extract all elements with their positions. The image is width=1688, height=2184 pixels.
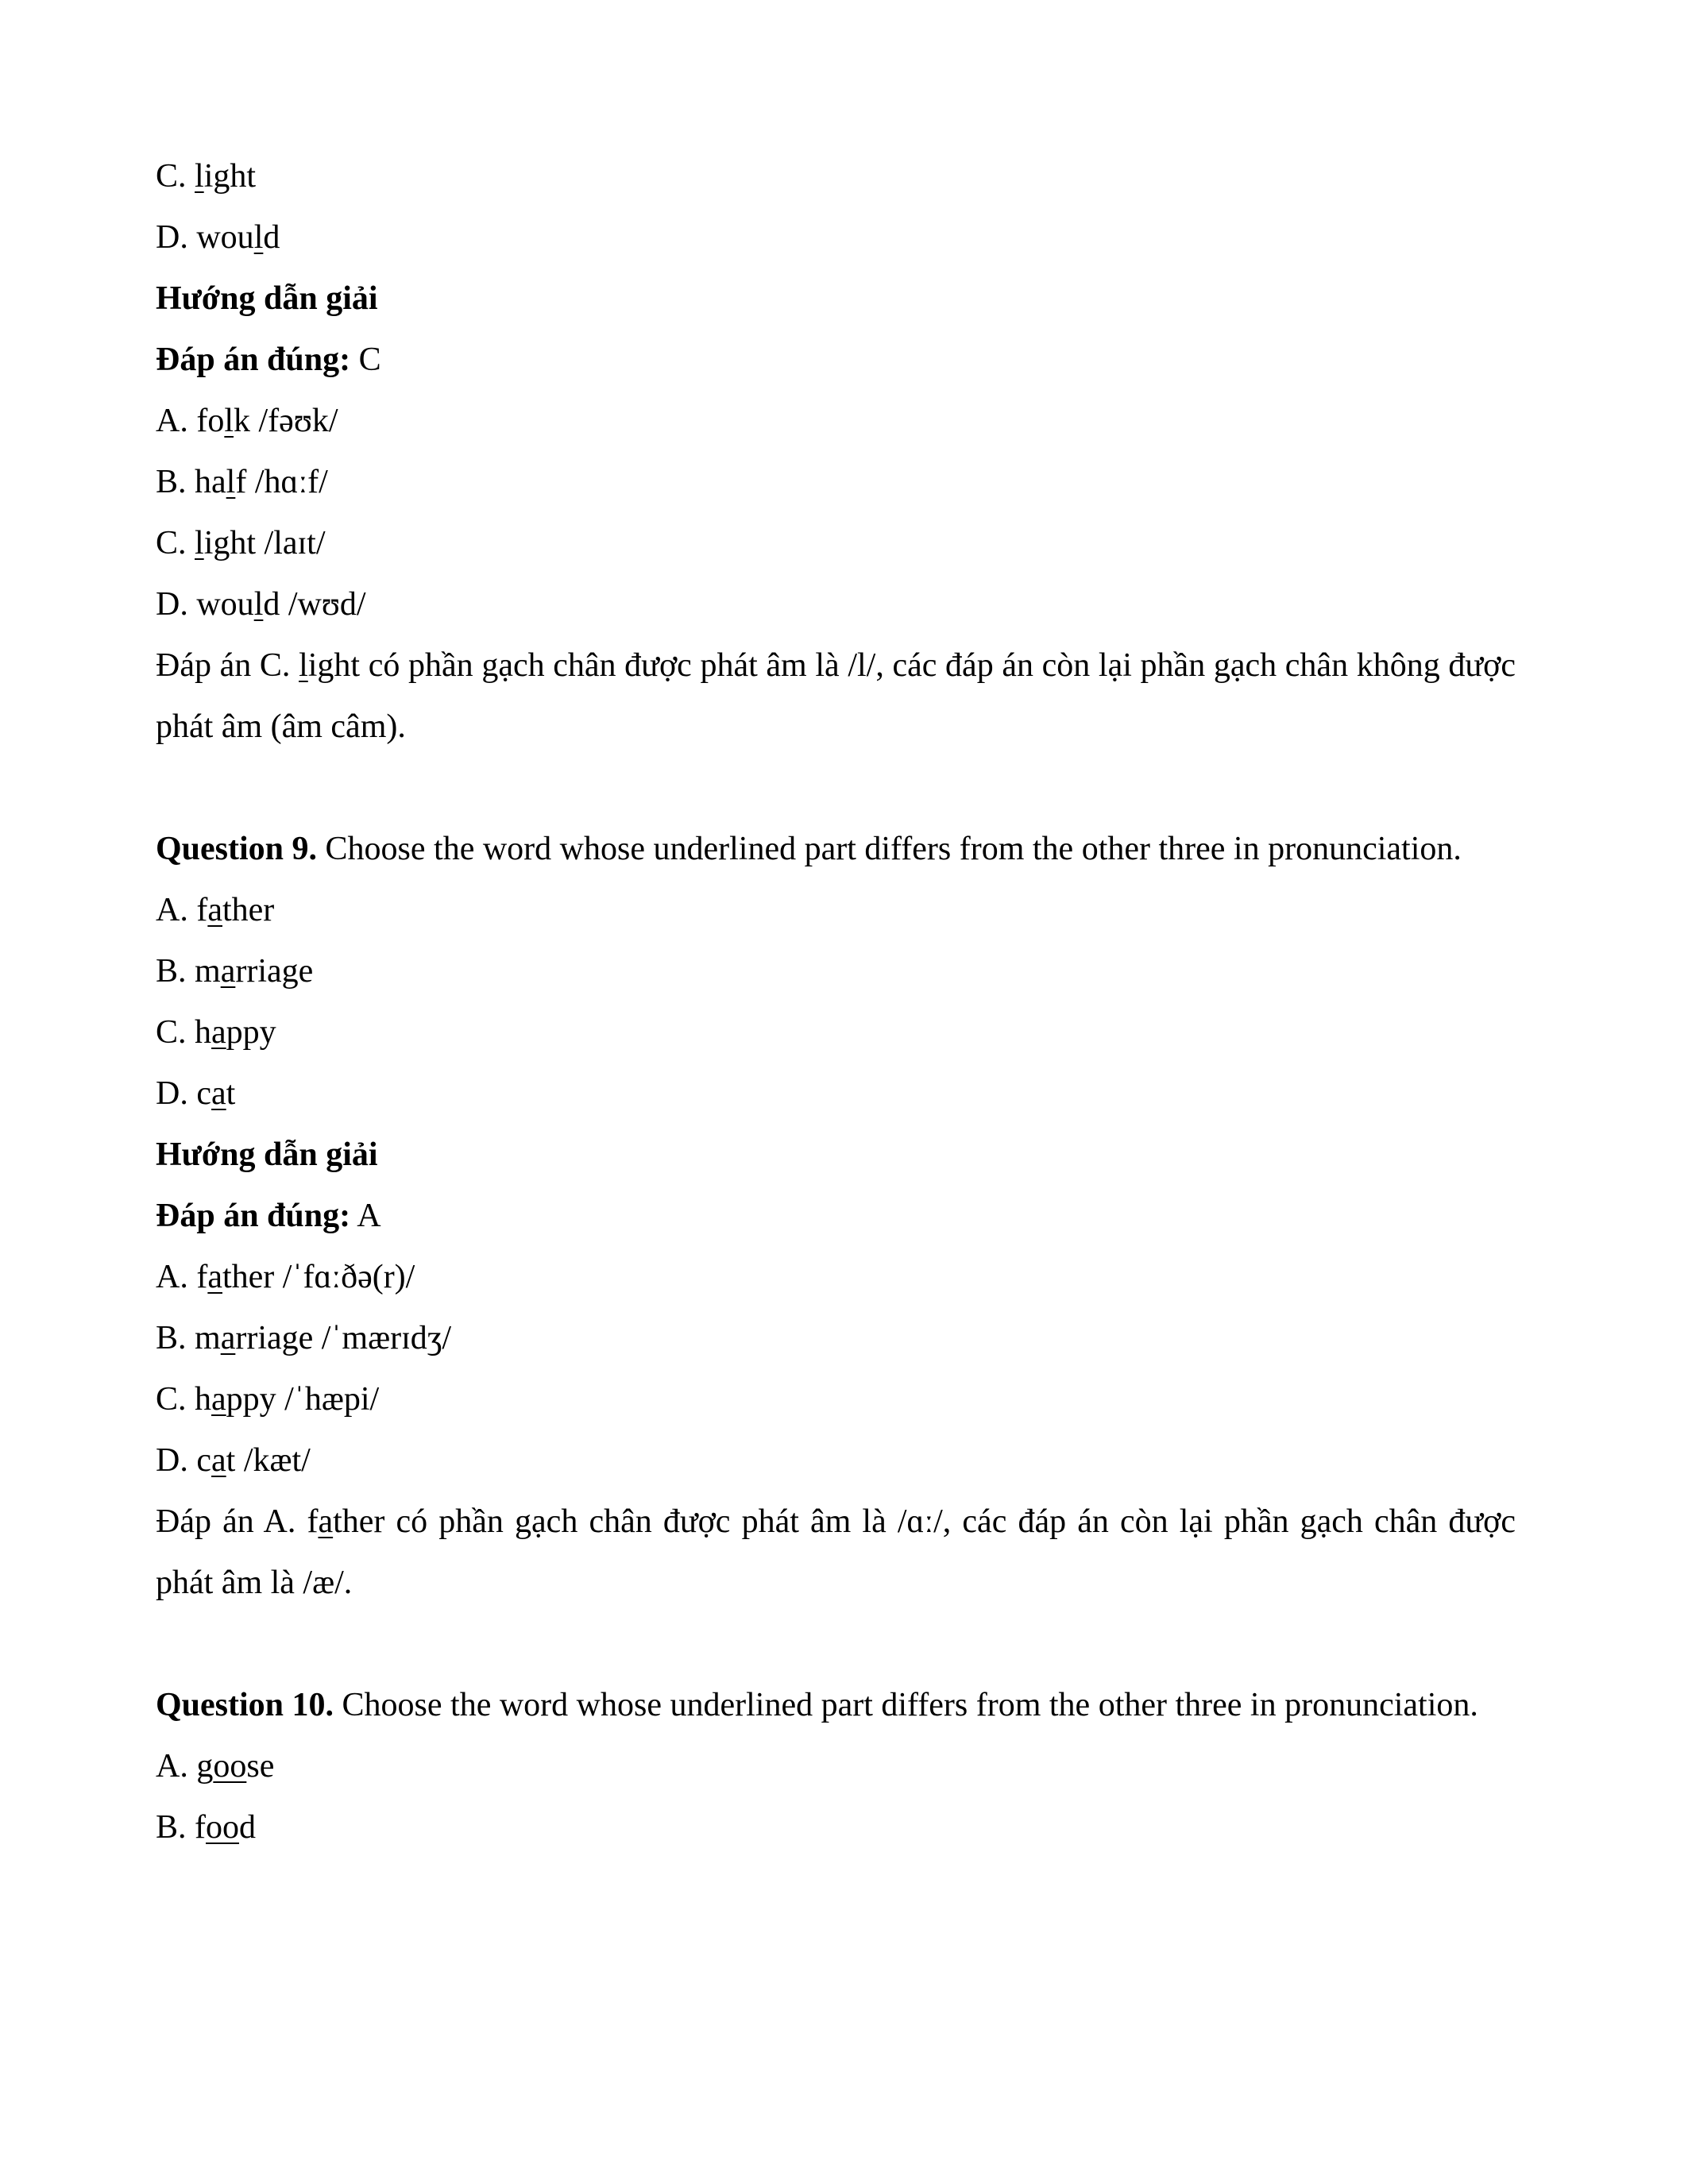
explanation-c: C. happy /ˈhæpi/ <box>156 1381 380 1418</box>
explanation-a: A. folk /fəʊk/ <box>156 403 338 439</box>
spacer <box>156 758 1516 819</box>
explanation-d: D. would /wʊd/ <box>156 586 366 623</box>
option-a: A. goose <box>156 1748 275 1785</box>
option-d: D. would <box>156 219 280 256</box>
document-page <box>156 146 1516 1858</box>
correct-answer: Đáp án đúng: A <box>156 1198 381 1234</box>
explanation-d: D. cat /kæt/ <box>156 1442 311 1479</box>
option-b: B. food <box>156 1809 257 1846</box>
correct-answer: Đáp án đúng: C <box>156 341 381 378</box>
question-10-prompt: Question 10. Choose the word whose underlined part differs from the other three in pronunciation. <box>156 1687 1478 1723</box>
explanation-a: A. father /ˈfɑːðə(r)/ <box>156 1259 415 1295</box>
option-c: C. light <box>156 158 257 195</box>
guide-heading: Hướng dẫn giải <box>156 280 378 317</box>
option-d: D. cat <box>156 1075 236 1112</box>
option-b: B. marriage <box>156 953 314 990</box>
question-9-prompt: Question 9. Choose the word whose underlined part differs from the other three in pronunciation. <box>156 831 1462 867</box>
explanation-b: B. marriage /ˈmærɪdʒ/ <box>156 1320 452 1356</box>
conclusion: Đáp án A. father có phần gạch chân được phát âm là /ɑː/, các đáp án còn lại phần gạch chân được phát âm là /æ/. <box>156 1503 1516 1601</box>
guide-heading: Hướng dẫn giải <box>156 1136 378 1173</box>
option-a: A. father <box>156 892 275 928</box>
conclusion: Đáp án C. light có phần gạch chân được phát âm là /l/, các đáp án còn lại phần gạch chân không được phát âm (âm câm). <box>156 647 1516 745</box>
option-c: C. happy <box>156 1014 276 1051</box>
explanation-b: B. half /hɑːf/ <box>156 464 328 500</box>
spacer <box>156 1614 1516 1675</box>
explanation-c: C. light /laɪt/ <box>156 525 326 561</box>
